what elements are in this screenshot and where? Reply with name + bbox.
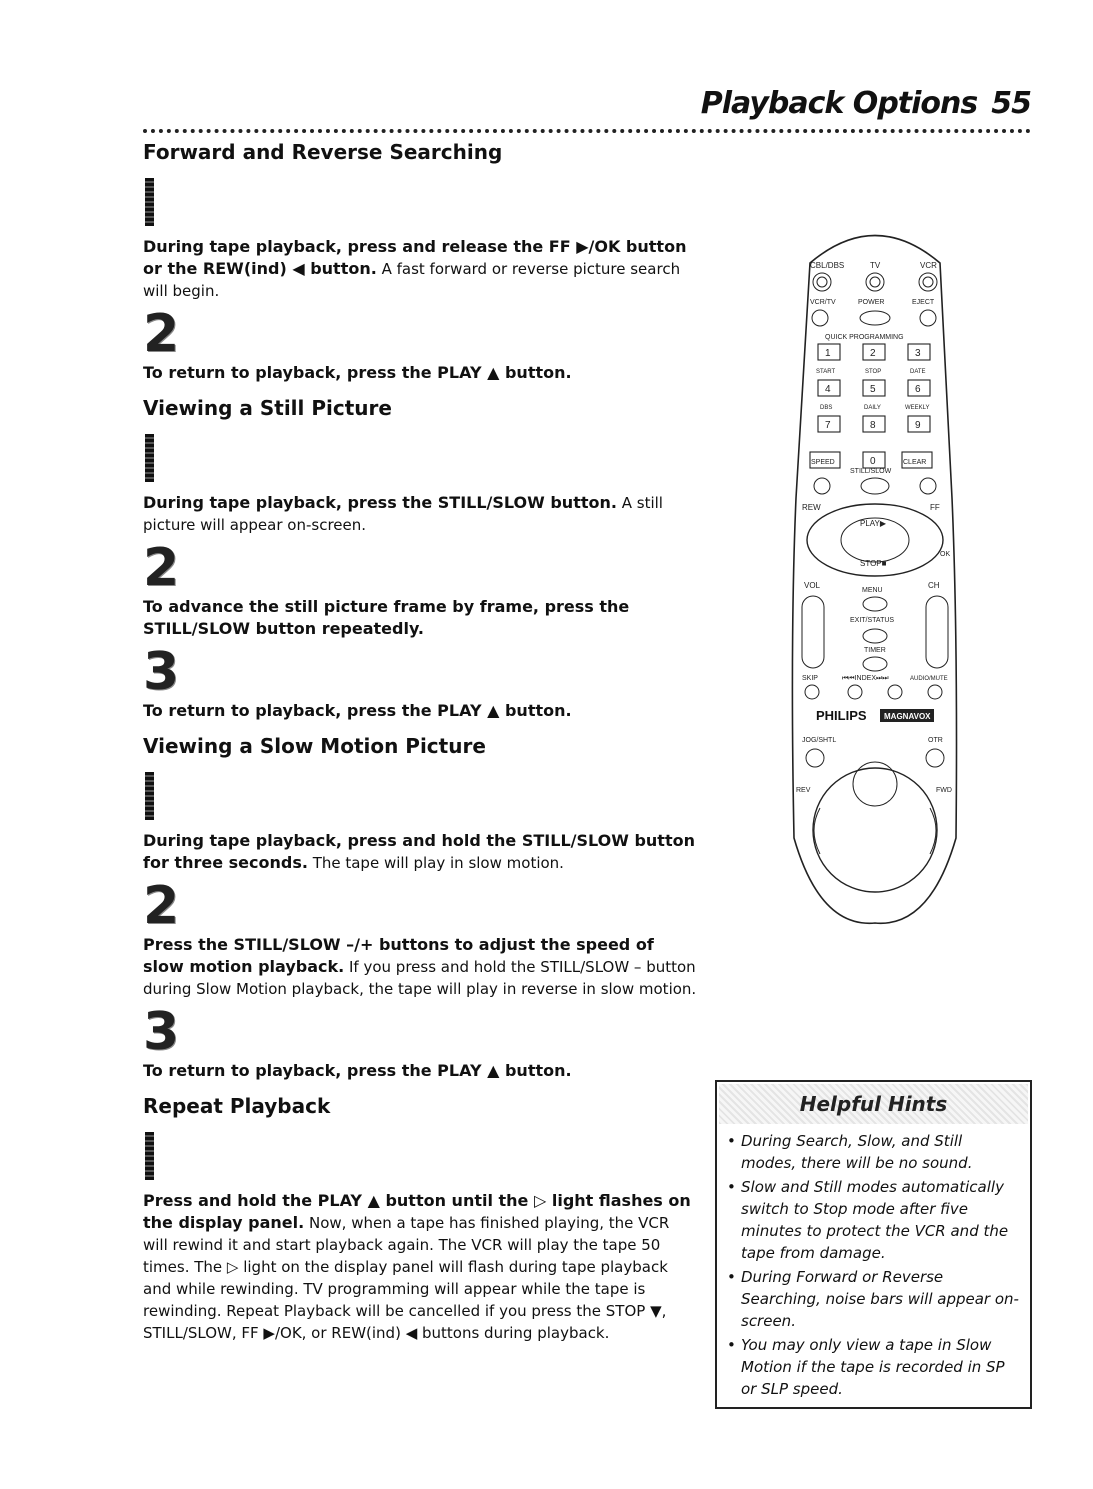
- step-text: [143, 362, 698, 384]
- label-jog-shtl: JOG/SHTL: [802, 737, 837, 744]
- hints-list: [717, 1130, 1030, 1400]
- label-fwd: FWD: [936, 787, 952, 794]
- label-play: PLAY▶: [860, 519, 887, 528]
- slow-plus-button: [920, 478, 936, 494]
- label-timer: TIMER: [864, 647, 886, 654]
- step-number: 2: [143, 538, 180, 598]
- helpful-hints-box: [715, 1080, 1032, 1409]
- step-text: [143, 236, 698, 302]
- label-rev: REV: [796, 787, 811, 794]
- skip-button: [805, 685, 819, 699]
- section-viewing-still-picture: [143, 396, 698, 722]
- step-instruction: During tape playback, press and release the FF ▶/OK button or the REW(ind) ◀ button.: [143, 237, 687, 278]
- step-instruction: During tape playback, press and hold the STILL/SLOW button for three seconds.: [143, 831, 695, 872]
- step-marker-1: [145, 772, 154, 820]
- step-text: [143, 700, 698, 722]
- exit-status-button: [863, 629, 887, 643]
- step-text: [143, 596, 698, 640]
- key-6: 6: [915, 384, 921, 395]
- label-weekly: WEEKLY: [905, 405, 930, 411]
- label-ok: OK: [940, 551, 951, 558]
- label-audio-mute: AUDIO/MUTE: [910, 676, 948, 682]
- key-3: 3: [915, 348, 921, 359]
- section-heading: Viewing a Still Picture: [143, 396, 392, 420]
- audio-mute-button: [928, 685, 942, 699]
- step-text: [143, 1190, 698, 1344]
- step-marker-1: [145, 1132, 154, 1180]
- hints-header: [719, 1084, 1028, 1124]
- section-viewing-slow-motion: [143, 734, 698, 1082]
- ch-rocker: [926, 596, 948, 668]
- otr-button: [926, 749, 944, 767]
- menu-button: [863, 597, 887, 611]
- label-cbl-dbs: CBL/DBS: [810, 261, 845, 270]
- step-detail: Now, when a tape has finished playing, the VCR will rewind it and start playback again. The VCR will play the tape 50 times. The ▷ light on the display panel will flash during tape playback and while rewinding. TV programming will appear while the tape is rewinding. Repeat Playback will be cancelled if you press the STOP ▼, STILL/SLOW, FF ▶/OK, or REW(ind) ◀ buttons during playback.: [143, 1214, 670, 1342]
- section-heading: Forward and Reverse Searching: [143, 140, 503, 164]
- label-exit-status: EXIT/STATUS: [850, 617, 895, 624]
- label-vcr-tv: VCR/TV: [810, 299, 836, 306]
- label-skip: SKIP: [802, 675, 818, 682]
- section-heading: Repeat Playback: [143, 1094, 331, 1118]
- label-power: POWER: [858, 299, 885, 306]
- label-vcr: VCR: [920, 261, 937, 270]
- page-header: [701, 86, 1031, 121]
- vol-rocker: [802, 596, 824, 668]
- step-detail: The tape will play in slow motion.: [307, 854, 564, 872]
- shuttle-ring: [813, 768, 937, 892]
- index-forward-button: [888, 685, 902, 699]
- main-content: [143, 140, 698, 1356]
- label-daily: DAILY: [864, 405, 881, 411]
- key-7: 7: [825, 420, 831, 431]
- label-vol: VOL: [804, 581, 821, 590]
- key-clear: CLEAR: [903, 459, 927, 466]
- key-9: 9: [915, 420, 921, 431]
- vcr-button: [919, 273, 937, 291]
- hint-item: • During Forward or Reverse Searching, noise bars will appear on-screen.: [741, 1266, 1020, 1332]
- still-slow-button: [861, 478, 889, 494]
- step-instruction: During tape playback, press the STILL/SLOW button.: [143, 493, 617, 512]
- key-2: 2: [870, 348, 876, 359]
- step-text: [143, 830, 698, 874]
- step-number: 2: [143, 304, 180, 364]
- index-back-button: [848, 685, 862, 699]
- step-detail: If you press and hold the STILL/SLOW – button during Slow Motion playback, the tape will play in reverse in slow motion.: [143, 958, 697, 998]
- vcr-tv-button: [812, 310, 828, 326]
- power-button: [860, 311, 890, 325]
- cbl-dbs-button: [813, 273, 831, 291]
- step-instruction: To return to playback, press the PLAY ▲ button.: [143, 363, 572, 382]
- step-instruction: To return to playback, press the PLAY ▲ button.: [143, 701, 572, 720]
- section-forward-reverse-searching: [143, 140, 698, 384]
- step-detail: A still picture will appear on-screen.: [143, 494, 663, 534]
- page-number: 55: [991, 86, 1031, 121]
- key-4: 4: [825, 384, 831, 395]
- remote-control-illustration: [780, 218, 970, 928]
- label-stop: STOP■: [860, 559, 887, 568]
- label-tv: TV: [870, 261, 881, 270]
- step-instruction: To advance the still picture frame by frame, press the STILL/SLOW button repeatedly.: [143, 597, 630, 638]
- remote-svg: [780, 218, 970, 928]
- label-ff: FF: [930, 503, 940, 512]
- step-text: [143, 492, 698, 536]
- page-title: Playback Options: [700, 86, 978, 121]
- label-stop-q: STOP: [865, 369, 882, 375]
- key-0: 0: [870, 456, 876, 467]
- step-instruction: Press the STILL/SLOW –/+ buttons to adjust the speed of slow motion playback.: [143, 935, 654, 976]
- jog-shtl-button: [806, 749, 824, 767]
- step-marker-1: [145, 178, 154, 226]
- key-1: 1: [825, 348, 831, 359]
- step-number: 3: [143, 642, 180, 702]
- timer-button: [863, 657, 887, 671]
- slow-minus-button: [814, 478, 830, 494]
- key-8: 8: [870, 420, 876, 431]
- eject-button: [920, 310, 936, 326]
- step-marker-1: [145, 434, 154, 482]
- label-start: START: [816, 369, 836, 375]
- brand-philips: PHILIPS: [816, 708, 867, 723]
- section-repeat-playback: [143, 1094, 698, 1344]
- hints-title: Helpful Hints: [799, 1092, 948, 1116]
- header-dotted-rule: [143, 129, 1031, 133]
- hint-item: • You may only view a tape in Slow Motion if the tape is recorded in SP or SLP speed.: [741, 1334, 1020, 1400]
- step-detail: A fast forward or reverse picture search will begin.: [143, 260, 681, 300]
- hint-item: • Slow and Still modes automatically switch to Stop mode after five minutes to protect the VCR and the tape from damage.: [741, 1176, 1020, 1264]
- step-instruction: To return to playback, press the PLAY ▲ button.: [143, 1061, 572, 1080]
- section-heading: Viewing a Slow Motion Picture: [143, 734, 486, 758]
- label-dbs: DBS: [820, 405, 833, 411]
- tv-button: [866, 273, 884, 291]
- hint-item: • During Search, Slow, and Still modes, there will be no sound.: [741, 1130, 1020, 1174]
- step-number: 3: [143, 1002, 180, 1062]
- label-rew: REW: [802, 503, 821, 512]
- step-text: [143, 1060, 698, 1082]
- label-index: ⏮⏮INDEX⏭⏭: [842, 675, 889, 682]
- step-number: 2: [143, 876, 180, 936]
- label-quick-programming: QUICK PROGRAMMING: [825, 334, 904, 341]
- step-text: [143, 934, 698, 1000]
- label-ch: CH: [928, 581, 940, 590]
- key-speed: SPEED: [811, 459, 835, 466]
- brand-magnavox: MAGNAVOX: [884, 712, 931, 721]
- key-5: 5: [870, 384, 876, 395]
- label-menu: MENU: [862, 587, 883, 594]
- step-instruction: Press and hold the PLAY ▲ button until the ▷ light flashes on the display panel.: [143, 1191, 691, 1232]
- label-otr: OTR: [928, 737, 943, 744]
- label-still-slow: STILL/SLOW: [850, 468, 892, 475]
- label-date: DATE: [910, 369, 926, 375]
- label-eject: EJECT: [912, 299, 935, 306]
